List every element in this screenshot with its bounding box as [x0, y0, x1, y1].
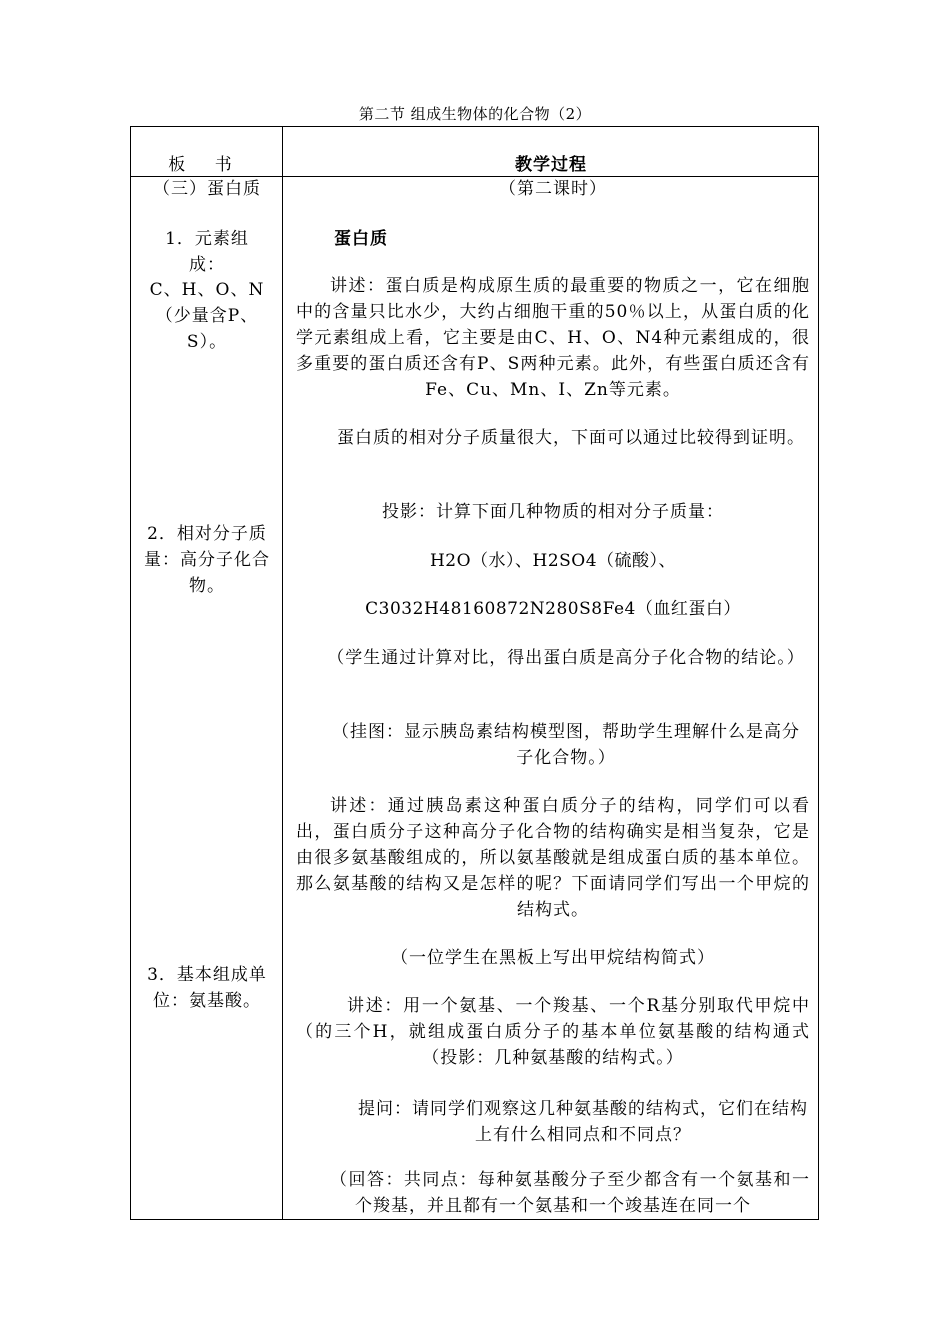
header-blackboard: 板 书 — [168, 155, 244, 175]
paragraph-narration-3: 讲述：通过胰岛素这种蛋白质分子的结构，同学们可以看出，蛋白质分子这种高分子化合物的结构确实是相当复杂，它是由很多氨基酸组成的，所以氨基酸就是组成蛋白质的基本单位。那么氨基酸的结构又是怎样的呢？下面请同学们写出一个甲烷的结构式。 — [296, 796, 810, 920]
paragraph-blackboard-activity: （一位学生在黑板上写出甲烷结构简式） — [391, 948, 715, 968]
section-heading: 蛋白质 — [334, 229, 388, 249]
paragraph-narration-4: 讲述：用一个氨基、一个羧基、一个R基分别取代甲烷中（的三个H，就组成蛋白质分子的基本单位氨基酸的结构通式（投影：几种氨基酸的结构式。） — [296, 996, 810, 1068]
paragraph-answer: （回答：共同点：每种氨基酸分子至少都含有一个氨基和一个羧基，并且都有一个氨基和一个竣基连在同一个 — [330, 1170, 810, 1216]
paragraph-student-activity: （学生通过计算对比，得出蛋白质是高分子化合物的结论。） — [327, 648, 805, 668]
page-title: 第二节 组成生物体的化合物（2） — [358, 105, 592, 123]
outline-item-molecular-mass: 2．相对分子质量：高分子化合物。 — [144, 524, 270, 596]
lesson-period: （第二课时） — [499, 179, 607, 199]
outline-item-elements: 1．元素组成： — [165, 229, 249, 275]
paragraph-narration-1: 讲述：蛋白质是构成原生质的最重要的物质之一，它在细胞中的含量只比水少，大约占细胞干重的50％以上，从蛋白质的化学元素组成上看，它主要是由C、H、O、N4种元素组成的，很多重要的蛋白质还含有P、S两种元素。此外，有些蛋白质还含有Fe、Cu、Mn、I、Zn等元素。 — [296, 276, 810, 400]
paragraph-question: 提问：请同学们观察这几种氨基酸的结构式，它们在结构上有什么相同点和不同点？ — [358, 1099, 808, 1145]
paragraph-narration-2: 蛋白质的相对分子质量很大，下面可以通过比较得到证明。 — [337, 428, 805, 448]
formula-line-1: H2O（水）、H2SO4（硫酸）、 — [429, 551, 677, 571]
outline-elements-detail: C、H、O、N（少量含P、S）。 — [149, 280, 265, 352]
formula-line-2: C3032H48160872N280S8Fe4（血红蛋白） — [365, 599, 741, 619]
column-divider — [282, 126, 283, 1220]
paragraph-projection: 投影：计算下面几种物质的相对分子质量： — [382, 502, 724, 522]
paragraph-wall-chart: （挂图：显示胰岛素结构模型图，帮助学生理解什么是高分子化合物。） — [332, 722, 800, 768]
outline-item-basic-unit: 3．基本组成单位：氨基酸。 — [147, 965, 267, 1011]
outline-section-protein: （三）蛋白质 — [153, 179, 261, 199]
header-teaching-process: 教学过程 — [515, 155, 587, 175]
